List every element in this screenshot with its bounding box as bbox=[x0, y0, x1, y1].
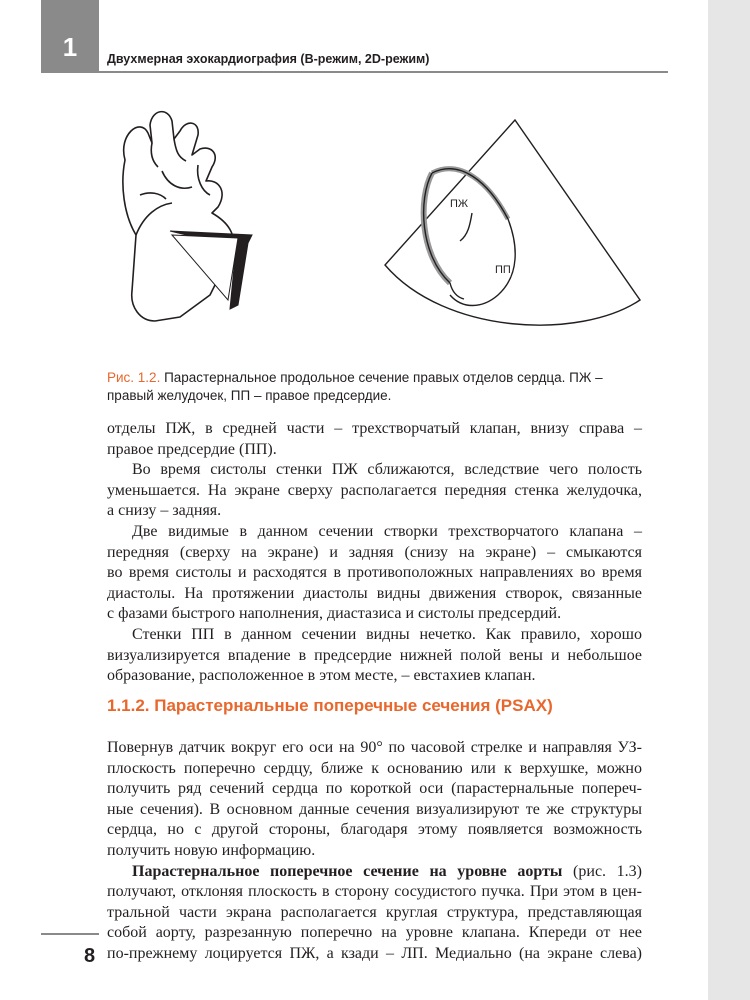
body-text-bottom bbox=[107, 738, 642, 965]
text-line: сердца, но с другой стороны, благодаря этому появляется возможность bbox=[107, 821, 642, 839]
running-header-title: Двухмерная эхокардиография (В-режим, 2D-режим) bbox=[107, 52, 430, 66]
label-rv: ПЖ bbox=[450, 198, 469, 210]
heart-and-echo-illustration bbox=[100, 95, 660, 355]
paragraph bbox=[107, 419, 642, 460]
text-line: передняя (сверху на экране) и задняя (снизу на экране) – смыкаются bbox=[107, 543, 642, 561]
caption-text-2: правый желудочек, ПП – правое предсердие. bbox=[107, 388, 392, 403]
text-run: (рис. 1.3) bbox=[562, 862, 642, 880]
text-line: визуализируется впадение в предсердие нижней полой вены и небольшое bbox=[107, 646, 642, 664]
footer-rule bbox=[41, 933, 99, 935]
text-line: плоскость поперечно сердцу, ближе к основанию или к верхушке, можно bbox=[107, 759, 642, 777]
text-line: получить ряд сечений сердца по короткой оси (парастернальные попереч- bbox=[107, 780, 642, 798]
body-text-top bbox=[107, 419, 642, 687]
paragraph bbox=[107, 522, 642, 625]
page-number: 8 bbox=[84, 945, 96, 967]
paragraph bbox=[107, 460, 642, 522]
text-line: по-прежнему лоцируется ПЖ, а кзади – ЛП. Медиально (на экране слева) bbox=[107, 944, 642, 962]
text-line: получить новую информацию. bbox=[107, 841, 316, 859]
label-ra: ПП bbox=[495, 264, 511, 276]
text-line: с фазами быстрого наполнения, диастазиса и систолы предсердий. bbox=[107, 605, 562, 623]
header-rule bbox=[99, 71, 668, 73]
chapter-number: 1 bbox=[62, 32, 78, 62]
text-line: отделы ПЖ, в средней части – трехстворчатый клапан, внизу справа – bbox=[107, 420, 642, 437]
text-line: Стенки ПП в данном сечении видны нечетко. Как правило, хорошо bbox=[132, 625, 642, 643]
text-line: диастолы. На протяжении диастолы видны движения створок, связанные bbox=[107, 584, 642, 602]
text-line: правое предсердие (ПП). bbox=[107, 440, 277, 458]
text-line bbox=[107, 862, 642, 883]
caption-label: Рис. 1.2. bbox=[107, 370, 161, 385]
paragraph bbox=[107, 862, 642, 965]
text-line: во время систолы и расходятся в противоположных направлениях во время bbox=[107, 564, 642, 582]
bold-term: Парастернальное поперечное сечение на уровне аорты bbox=[132, 862, 563, 880]
heart-section-plane bbox=[170, 231, 252, 309]
text-line: образование, расположенное в этом месте, – евстахиев клапан. bbox=[107, 667, 536, 685]
heart-drawing bbox=[123, 112, 233, 321]
caption-text-1: Парастернальное продольное сечение правых отделов сердца. ПЖ – bbox=[160, 370, 603, 385]
text-line: Две видимые в данном сечении створки трехстворчатого клапана – bbox=[132, 522, 642, 540]
echo-sector bbox=[385, 120, 640, 325]
figure-1-2 bbox=[100, 95, 660, 355]
text-line: уменьшается. На экране сверху располагается передняя стенка желудочка, bbox=[107, 481, 642, 499]
text-line: получают, отклоняя плоскость в сторону сосудистого пучка. При этом в цен- bbox=[107, 883, 642, 901]
text-line: Во время систолы стенки ПЖ сближаются, вследствие чего полость bbox=[132, 461, 642, 479]
paragraph bbox=[107, 625, 642, 687]
text-line: тральной части экрана располагается круглая структура, представляющая bbox=[107, 903, 642, 921]
text-line: ные сечения). В основном данные сечения визуализируют те же структуры bbox=[107, 800, 642, 818]
figure-caption bbox=[107, 369, 667, 405]
chapter-number-box bbox=[41, 0, 99, 73]
page-edge-strip bbox=[708, 0, 750, 1000]
text-line: Повернув датчик вокруг его оси на 90° по часовой стрелке и направляя УЗ- bbox=[107, 739, 642, 756]
section-heading: 1.1.2. Парастернальные поперечные сечения (PSAX) bbox=[107, 696, 553, 715]
text-line: собой аорту, разрезанную поперечно на уровне клапана. Кпереди от нее bbox=[107, 924, 642, 942]
text-line: а снизу – задняя. bbox=[107, 502, 222, 520]
paragraph bbox=[107, 738, 642, 862]
